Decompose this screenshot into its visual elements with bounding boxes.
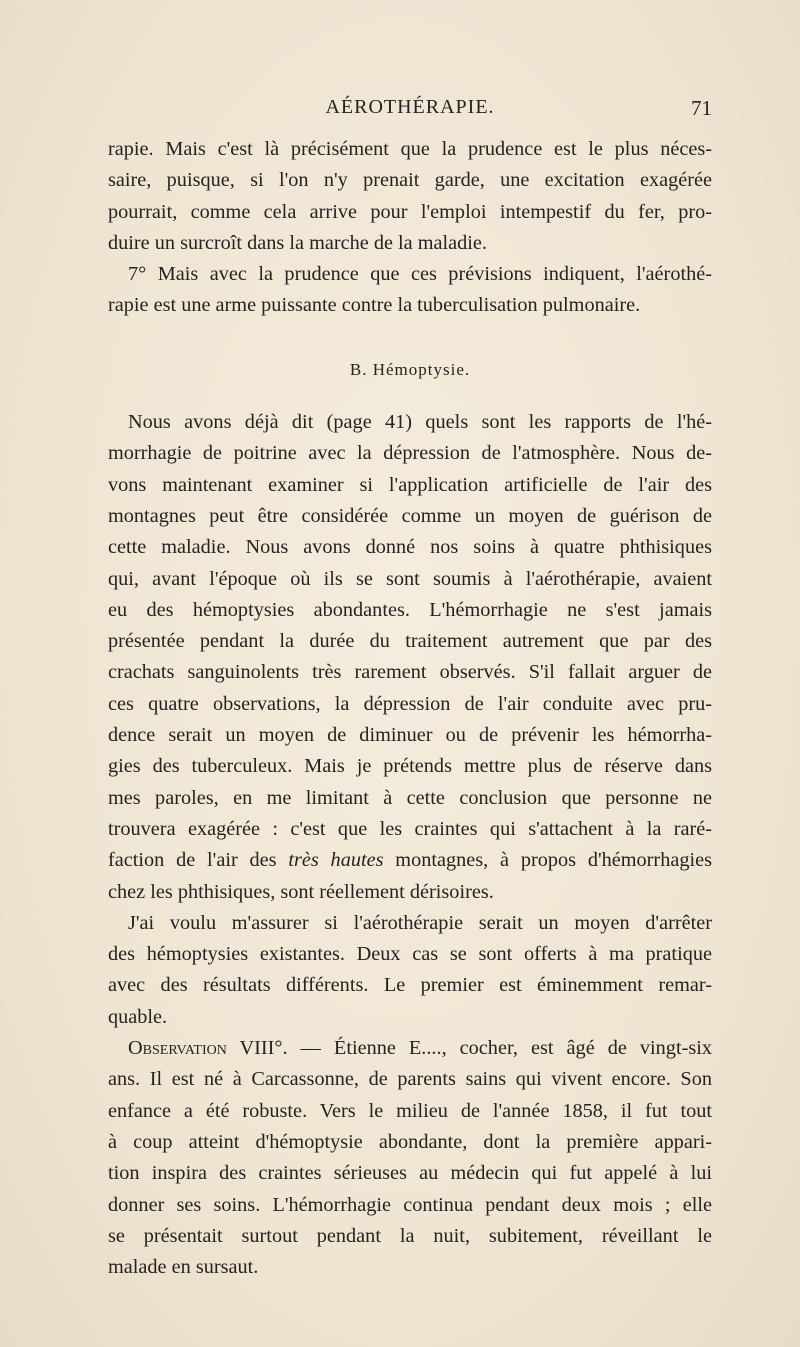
- text-line: tion inspira des craintes sérieuses au médecin qui fut appelé à lui: [108, 1162, 712, 1185]
- text-line: chez les phthisiques, sont réellement dérisoires.: [108, 880, 494, 903]
- text-line: des hémoptysies existantes. Deux cas se sont offerts à ma pratique: [108, 943, 712, 966]
- text-line: donner ses soins. L'hémorrhagie continua pendant deux mois ; elle: [108, 1193, 712, 1216]
- body-text: [108, 134, 712, 1283]
- text-line: malade en sursaut.: [108, 1256, 259, 1279]
- text-run: VIII°. — Étienne E...., cocher, est âgé de vingt-six: [226, 1037, 712, 1060]
- text-line: dence serait un moyen de diminuer ou de prévenir les hémorrha-: [108, 724, 712, 747]
- paragraph-3: [108, 407, 712, 908]
- italic-phrase: très hautes: [288, 849, 384, 872]
- text-line: rapie. Mais c'est là précisément que la prudence est le plus néces-: [108, 138, 712, 160]
- text-line: J'ai voulu m'assurer si l'aérothérapie serait un moyen d'arrêter: [128, 911, 712, 934]
- text-line: enfance a été robuste. Vers le milieu de l'année 1858, il fut tout: [108, 1099, 712, 1122]
- text-line: ces quatre observations, la dépression de l'air conduite avec pru-: [108, 692, 712, 715]
- page-number: 71: [691, 96, 712, 120]
- text-line: pourrait, comme cela arrive pour l'emploi intempestif du fer, pro-: [108, 200, 712, 223]
- text-line: montagnes peut être considérée comme un moyen de guérison de: [108, 504, 712, 527]
- text-line-with-italic: [108, 845, 712, 876]
- running-head: [108, 96, 712, 124]
- observation-label: Observation: [128, 1037, 227, 1060]
- observation-heading-line: [108, 1033, 712, 1064]
- text-line: duire un surcroît dans la marche de la maladie.: [108, 231, 487, 254]
- text-line: eu des hémoptysies abondantes. L'hémorrhagie ne s'est jamais: [108, 598, 712, 621]
- text-line: saire, puisque, si l'on n'y prenait garde, une excitation exagérée: [108, 169, 712, 192]
- paragraph-4: [108, 908, 712, 1033]
- text-line: 7° Mais avec la prudence que ces prévisions indiquent, l'aérothé-: [128, 263, 712, 286]
- text-line: se présentait surtout pendant la nuit, subitement, réveillant le: [108, 1224, 712, 1247]
- text-line: vons maintenant examiner si l'application artificielle de l'air des: [108, 473, 712, 496]
- text-line: quable.: [108, 1005, 168, 1028]
- text-line: trouvera exagérée : c'est que les craintes qui s'attachent à la raré-: [108, 817, 712, 840]
- paragraph-5-observation: [108, 1033, 712, 1283]
- text-line: qui, avant l'époque où ils se sont soumis à l'aérothérapie, avaient: [108, 567, 712, 590]
- paragraph-2: [108, 259, 712, 322]
- text-line: morrhagie de poitrine avec la dépression de l'atmosphère. Nous de-: [108, 442, 712, 465]
- text-line: ans. Il est né à Carcassonne, de parents sains qui vivent encore. Son: [108, 1068, 712, 1091]
- text-line: à coup atteint d'hémoptysie abondante, dont la première appari-: [108, 1130, 712, 1153]
- paragraph-1: [108, 134, 712, 259]
- text-line: présentée pendant la durée du traitement autrement que par des: [108, 630, 712, 653]
- text-line: Nous avons déjà dit (page 41) quels sont les rapports de l'hé-: [128, 411, 712, 434]
- text-line: rapie est une arme puissante contre la tuberculisation pulmonaire.: [108, 294, 641, 317]
- text-line: gies des tuberculeux. Mais je prétends mettre plus de réserve dans: [108, 755, 712, 778]
- section-heading: B. Hémoptysie.: [349, 359, 471, 379]
- text-run: montagnes, à propos d'hémorrhagies: [383, 849, 713, 872]
- text-line: crachats sanguinolents très rarement observés. S'il fallait arguer de: [108, 661, 712, 684]
- text-line: mes paroles, en me limitant à cette conclusion que personne ne: [108, 786, 712, 809]
- text-line: avec des résultats différents. Le premier est éminemment remar-: [108, 974, 712, 997]
- text-run: faction de l'air des: [108, 849, 289, 872]
- running-title: AÉROTHÉRAPIE.: [325, 96, 495, 118]
- text-line: cette maladie. Nous avons donné nos soins à quatre phthisiques: [108, 536, 712, 559]
